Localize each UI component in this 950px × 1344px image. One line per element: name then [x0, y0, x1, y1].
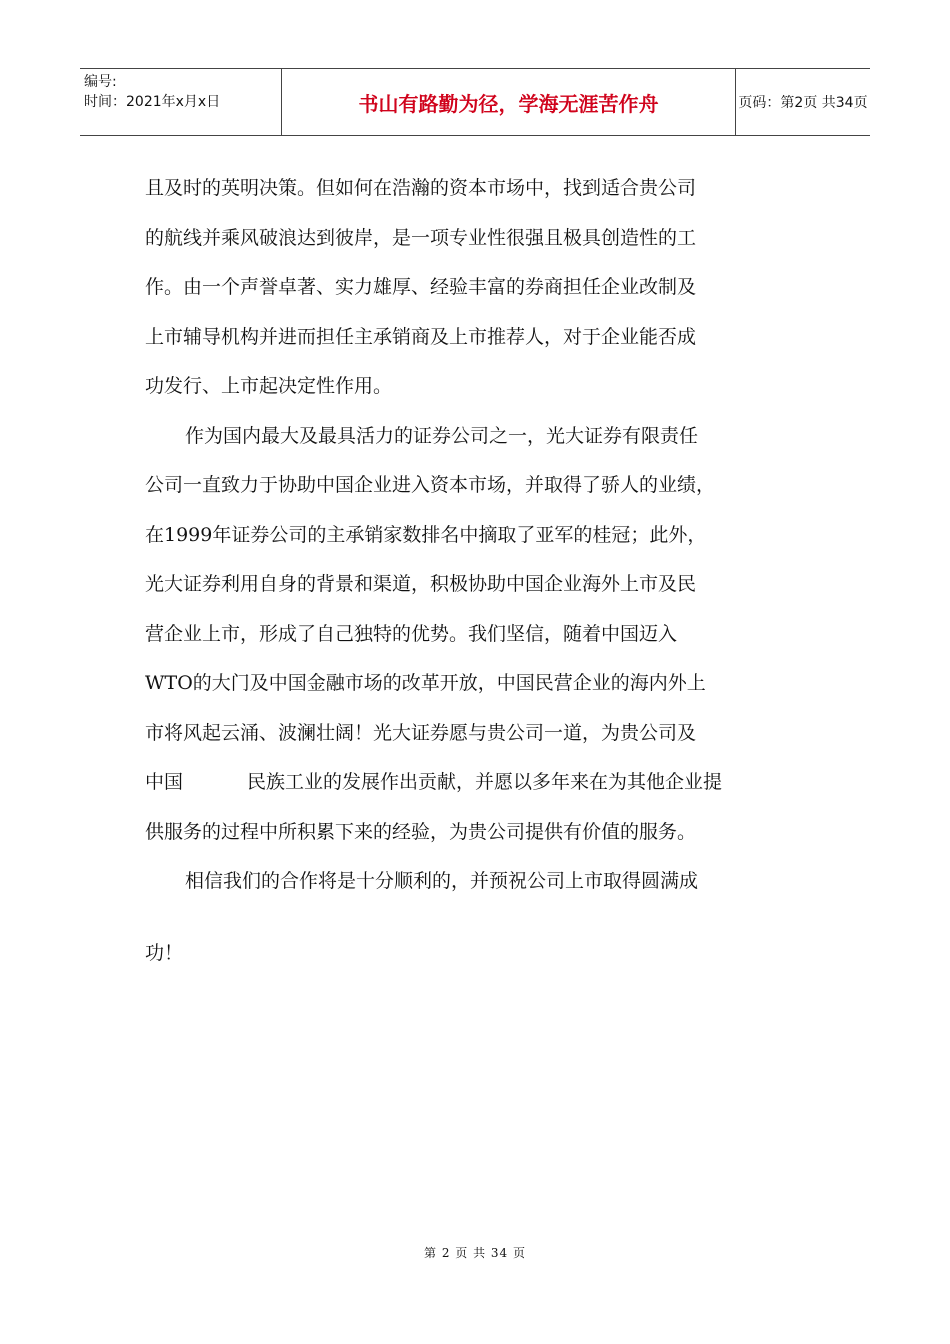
body-line: 光大证券利用自身的背景和渠道，积极协助中国企业海外上市及民	[145, 573, 697, 595]
document-body	[145, 164, 815, 978]
body-line: 市将风起云涌、波澜壮阔！光大证券愿与贵公司一道，为贵公司及	[145, 721, 697, 744]
body-line: 公司一直致力于协助中国企业进入资本市场，并取得了骄人的业绩，	[145, 474, 716, 496]
body-line: 功！	[145, 941, 184, 964]
document-time-label: 时间：2021年x月x日	[84, 94, 221, 110]
body-line	[145, 758, 815, 808]
header-meta	[80, 69, 282, 135]
page-header	[80, 68, 870, 136]
body-line: 作。由一个声誉卓著、实力雄厚、经验丰富的券商担任企业改制及	[145, 276, 697, 298]
body-line: 的航线并乘风破浪达到彼岸，是一项专业性很强且极具创造性的工	[145, 226, 697, 249]
body-line: WTO的大门及中国金融市场的改革开放，中国民营企业的海内外上	[145, 672, 706, 694]
body-line: 功发行、上市起决定性作用。	[145, 375, 393, 397]
body-line-part: 民族工业的发展作出贡献，并愿以多年来在为其他企业提	[247, 771, 723, 793]
body-line: 上市辅导机构并进而担任主承销商及上市推荐人，对于企业能否成	[145, 325, 697, 348]
body-line: 且及时的英明决策。但如何在浩瀚的资本市场中，找到适合贵公司	[145, 177, 697, 199]
body-line: 相信我们的合作将是十分顺利的，并预祝公司上市取得圆满成	[185, 870, 699, 892]
header-motto: 书山有路勤为径，学海无涯苦作舟	[282, 69, 736, 135]
body-line-part: 中国	[145, 771, 184, 793]
page-footer: 第 2 页 共 34 页	[424, 1246, 526, 1260]
body-line: 作为国内最大及最具活力的证券公司之一，光大证券有限责任	[185, 424, 699, 447]
header-page-info: 页码：第2页 共34页	[738, 95, 868, 111]
document-number-label: 编号:	[84, 74, 117, 90]
body-line: 在1999年证券公司的主承销家数排名中摘取了亚军的桂冠；此外，	[145, 523, 707, 546]
body-line: 营企业上市，形成了自己独特的优势。我们坚信，随着中国迈入	[145, 622, 678, 645]
body-line: 供服务的过程中所积累下来的经验，为贵公司提供有价值的服务。	[145, 820, 697, 843]
